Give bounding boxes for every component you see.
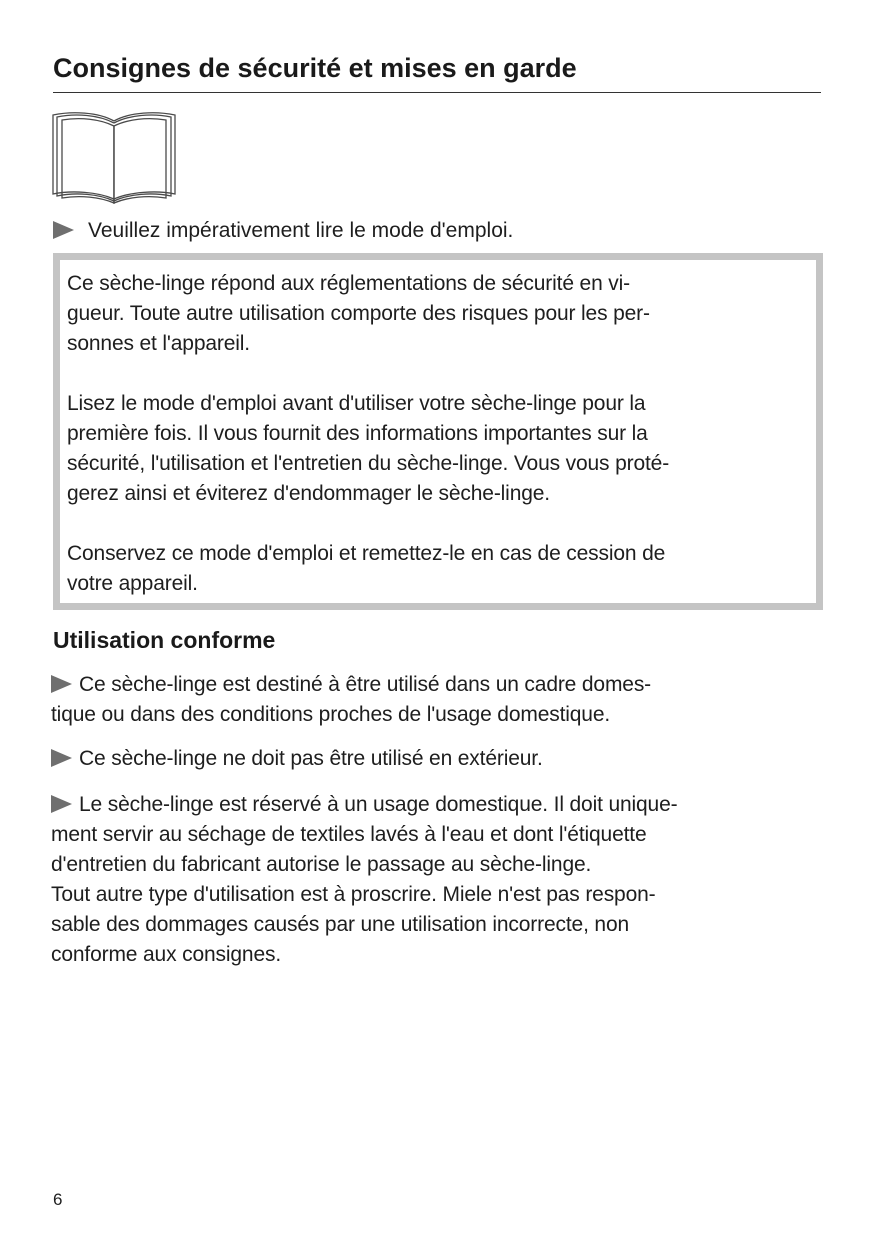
paragraph-line: Ce sèche-linge est destiné à être utilisé dans un cadre domes- bbox=[51, 670, 823, 700]
bullet-domestic-use bbox=[51, 670, 823, 730]
notice-line: Lisez le mode d'emploi avant d'utiliser votre sèche-linge pour la bbox=[67, 392, 646, 415]
read-manual-instruction bbox=[53, 216, 823, 246]
paragraph-line: Le sèche-linge est réservé à un usage domestique. Il doit unique- bbox=[51, 790, 823, 820]
paragraph-line: conforme aux consignes. bbox=[51, 943, 282, 966]
triangle-bullet-icon bbox=[51, 749, 72, 767]
paragraph-line: sable des dommages causés par une utilisation incorrecte, non bbox=[51, 913, 630, 936]
notice-line: sonnes et l'appareil. bbox=[67, 332, 250, 355]
safety-notice-text bbox=[67, 269, 811, 599]
page-title: Consignes de sécurité et mises en garde bbox=[53, 53, 577, 83]
read-manual-text: Veuillez impérativement lire le mode d'emploi. bbox=[88, 219, 514, 242]
triangle-bullet-icon bbox=[51, 795, 72, 813]
notice-line: Conservez ce mode d'emploi et remettez-le en cas de cession de bbox=[67, 542, 666, 565]
notice-line: sécurité, l'utilisation et l'entretien du sèche-linge. Vous vous proté- bbox=[67, 452, 670, 475]
notice-line: gerez ainsi et éviterez d'endommager le sèche-linge. bbox=[67, 482, 550, 505]
bullet-no-outdoor-use bbox=[51, 744, 823, 774]
safety-notice-box bbox=[53, 253, 823, 610]
section-heading: Utilisation conforme bbox=[53, 627, 276, 653]
page-number: 6 bbox=[53, 1190, 63, 1209]
notice-line: votre appareil. bbox=[67, 572, 198, 595]
paragraph-line: Ce sèche-linge ne doit pas être utilisé en extérieur. bbox=[51, 744, 823, 774]
paragraph-line: ment servir au séchage de textiles lavés à l'eau et dont l'étiquette bbox=[51, 823, 647, 846]
open-book-icon bbox=[52, 112, 176, 206]
paragraph-line: Tout autre type d'utilisation est à proscrire. Miele n'est pas respon- bbox=[51, 883, 656, 906]
triangle-bullet-icon bbox=[51, 675, 72, 693]
bullet-intended-use bbox=[51, 790, 823, 970]
notice-line: première fois. Il vous fournit des informations importantes sur la bbox=[67, 422, 648, 445]
paragraph-line: tique ou dans des conditions proches de l'usage domestique. bbox=[51, 703, 611, 726]
paragraph-line: d'entretien du fabricant autorise le passage au sèche-linge. bbox=[51, 853, 592, 876]
notice-line: gueur. Toute autre utilisation comporte des risques pour les per- bbox=[67, 302, 650, 325]
triangle-bullet-icon bbox=[53, 221, 74, 239]
notice-line: Ce sèche-linge répond aux réglementations de sécurité en vi- bbox=[67, 272, 630, 295]
title-divider bbox=[53, 92, 821, 93]
